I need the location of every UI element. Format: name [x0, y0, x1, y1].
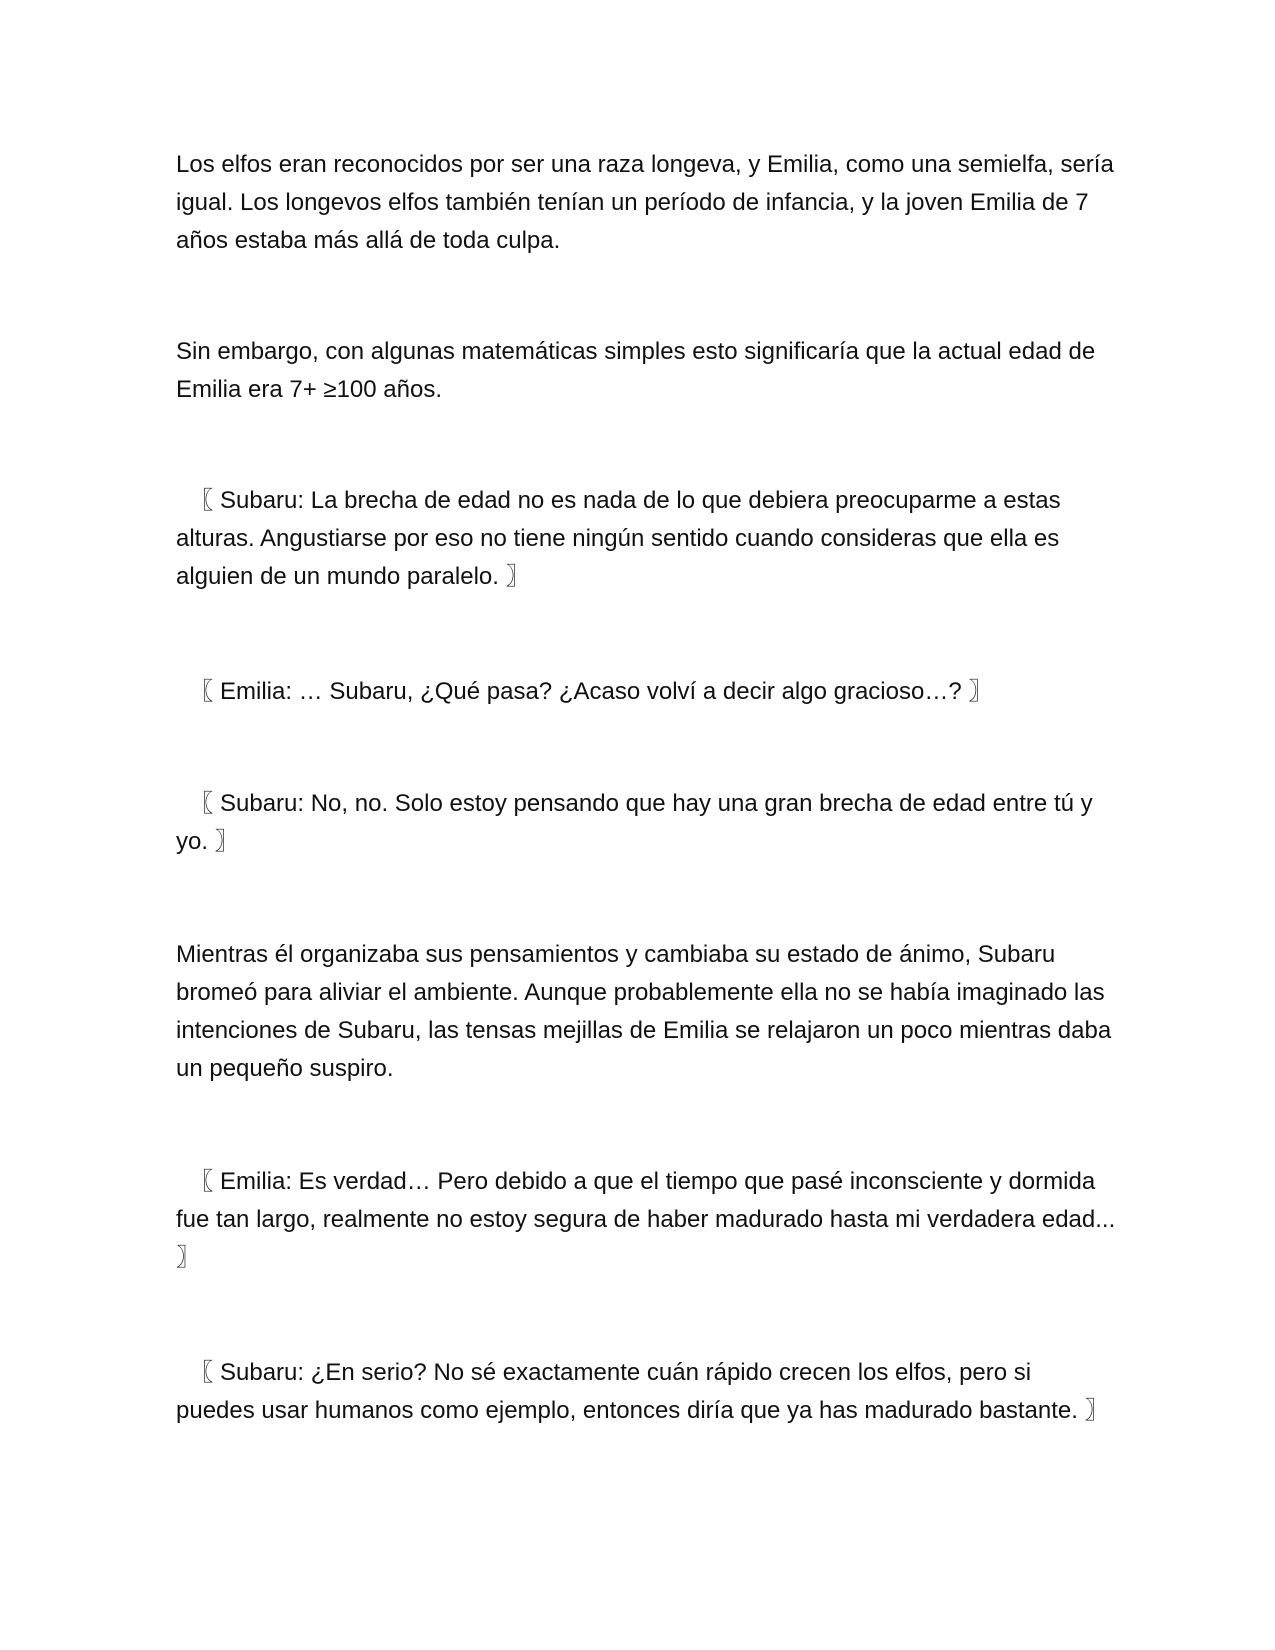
paragraph-dialogue-emilia-2: 〖 Emilia: Es verdad… Pero debido a que el tiempo que pasé inconsciente y dormida fue tan largo, realmente no estoy segura de haber madurado hasta mi verdadera edad... 〗	[176, 1168, 1116, 1271]
paragraph-dialogue-subaru-1: 〖 Subaru: La brecha de edad no es nada de lo que debiera preocuparme a estas alturas. Angustiarse por eso no tiene ningún sentido cuando consideras que ella es alguien de un mundo paralelo. 〗	[176, 487, 1061, 590]
paragraph-narration-3: Mientras él organizaba sus pensamientos y cambiaba su estado de ánimo, Subaru bromeó para aliviar el ambiente. Aunque probablemente ella no se había imaginado las intenciones de Subaru, las tensas mejillas de Emilia se relajaron un poco mientras daba un pequeño suspiro.	[176, 941, 1112, 1082]
paragraph-narration-1: Los elfos eran reconocidos por ser una raza longeva, y Emilia, como una semielfa, sería igual. Los longevos elfos también tenían un período de infancia, y la joven Emilia de 7 años estaba más allá de toda culpa.	[176, 151, 1114, 254]
paragraph-dialogue-emilia-1: 〖 Emilia: … Subaru, ¿Qué pasa? ¿Acaso volví a decir algo gracioso…? 〗	[176, 678, 993, 705]
paragraph-narration-2: Sin embargo, con algunas matemáticas simples esto significaría que la actual edad de Emilia era 7+ ≥100 años.	[176, 338, 1096, 403]
paragraph-dialogue-subaru-2: 〖 Subaru: No, no. Solo estoy pensando que hay una gran brecha de edad entre tú y yo. 〗	[176, 790, 1093, 855]
paragraph-dialogue-subaru-3: 〖 Subaru: ¿En serio? No sé exactamente cuán rápido crecen los elfos, pero si puedes usar humanos como ejemplo, entonces diría que ya has madurado bastante. 〗	[176, 1359, 1109, 1424]
